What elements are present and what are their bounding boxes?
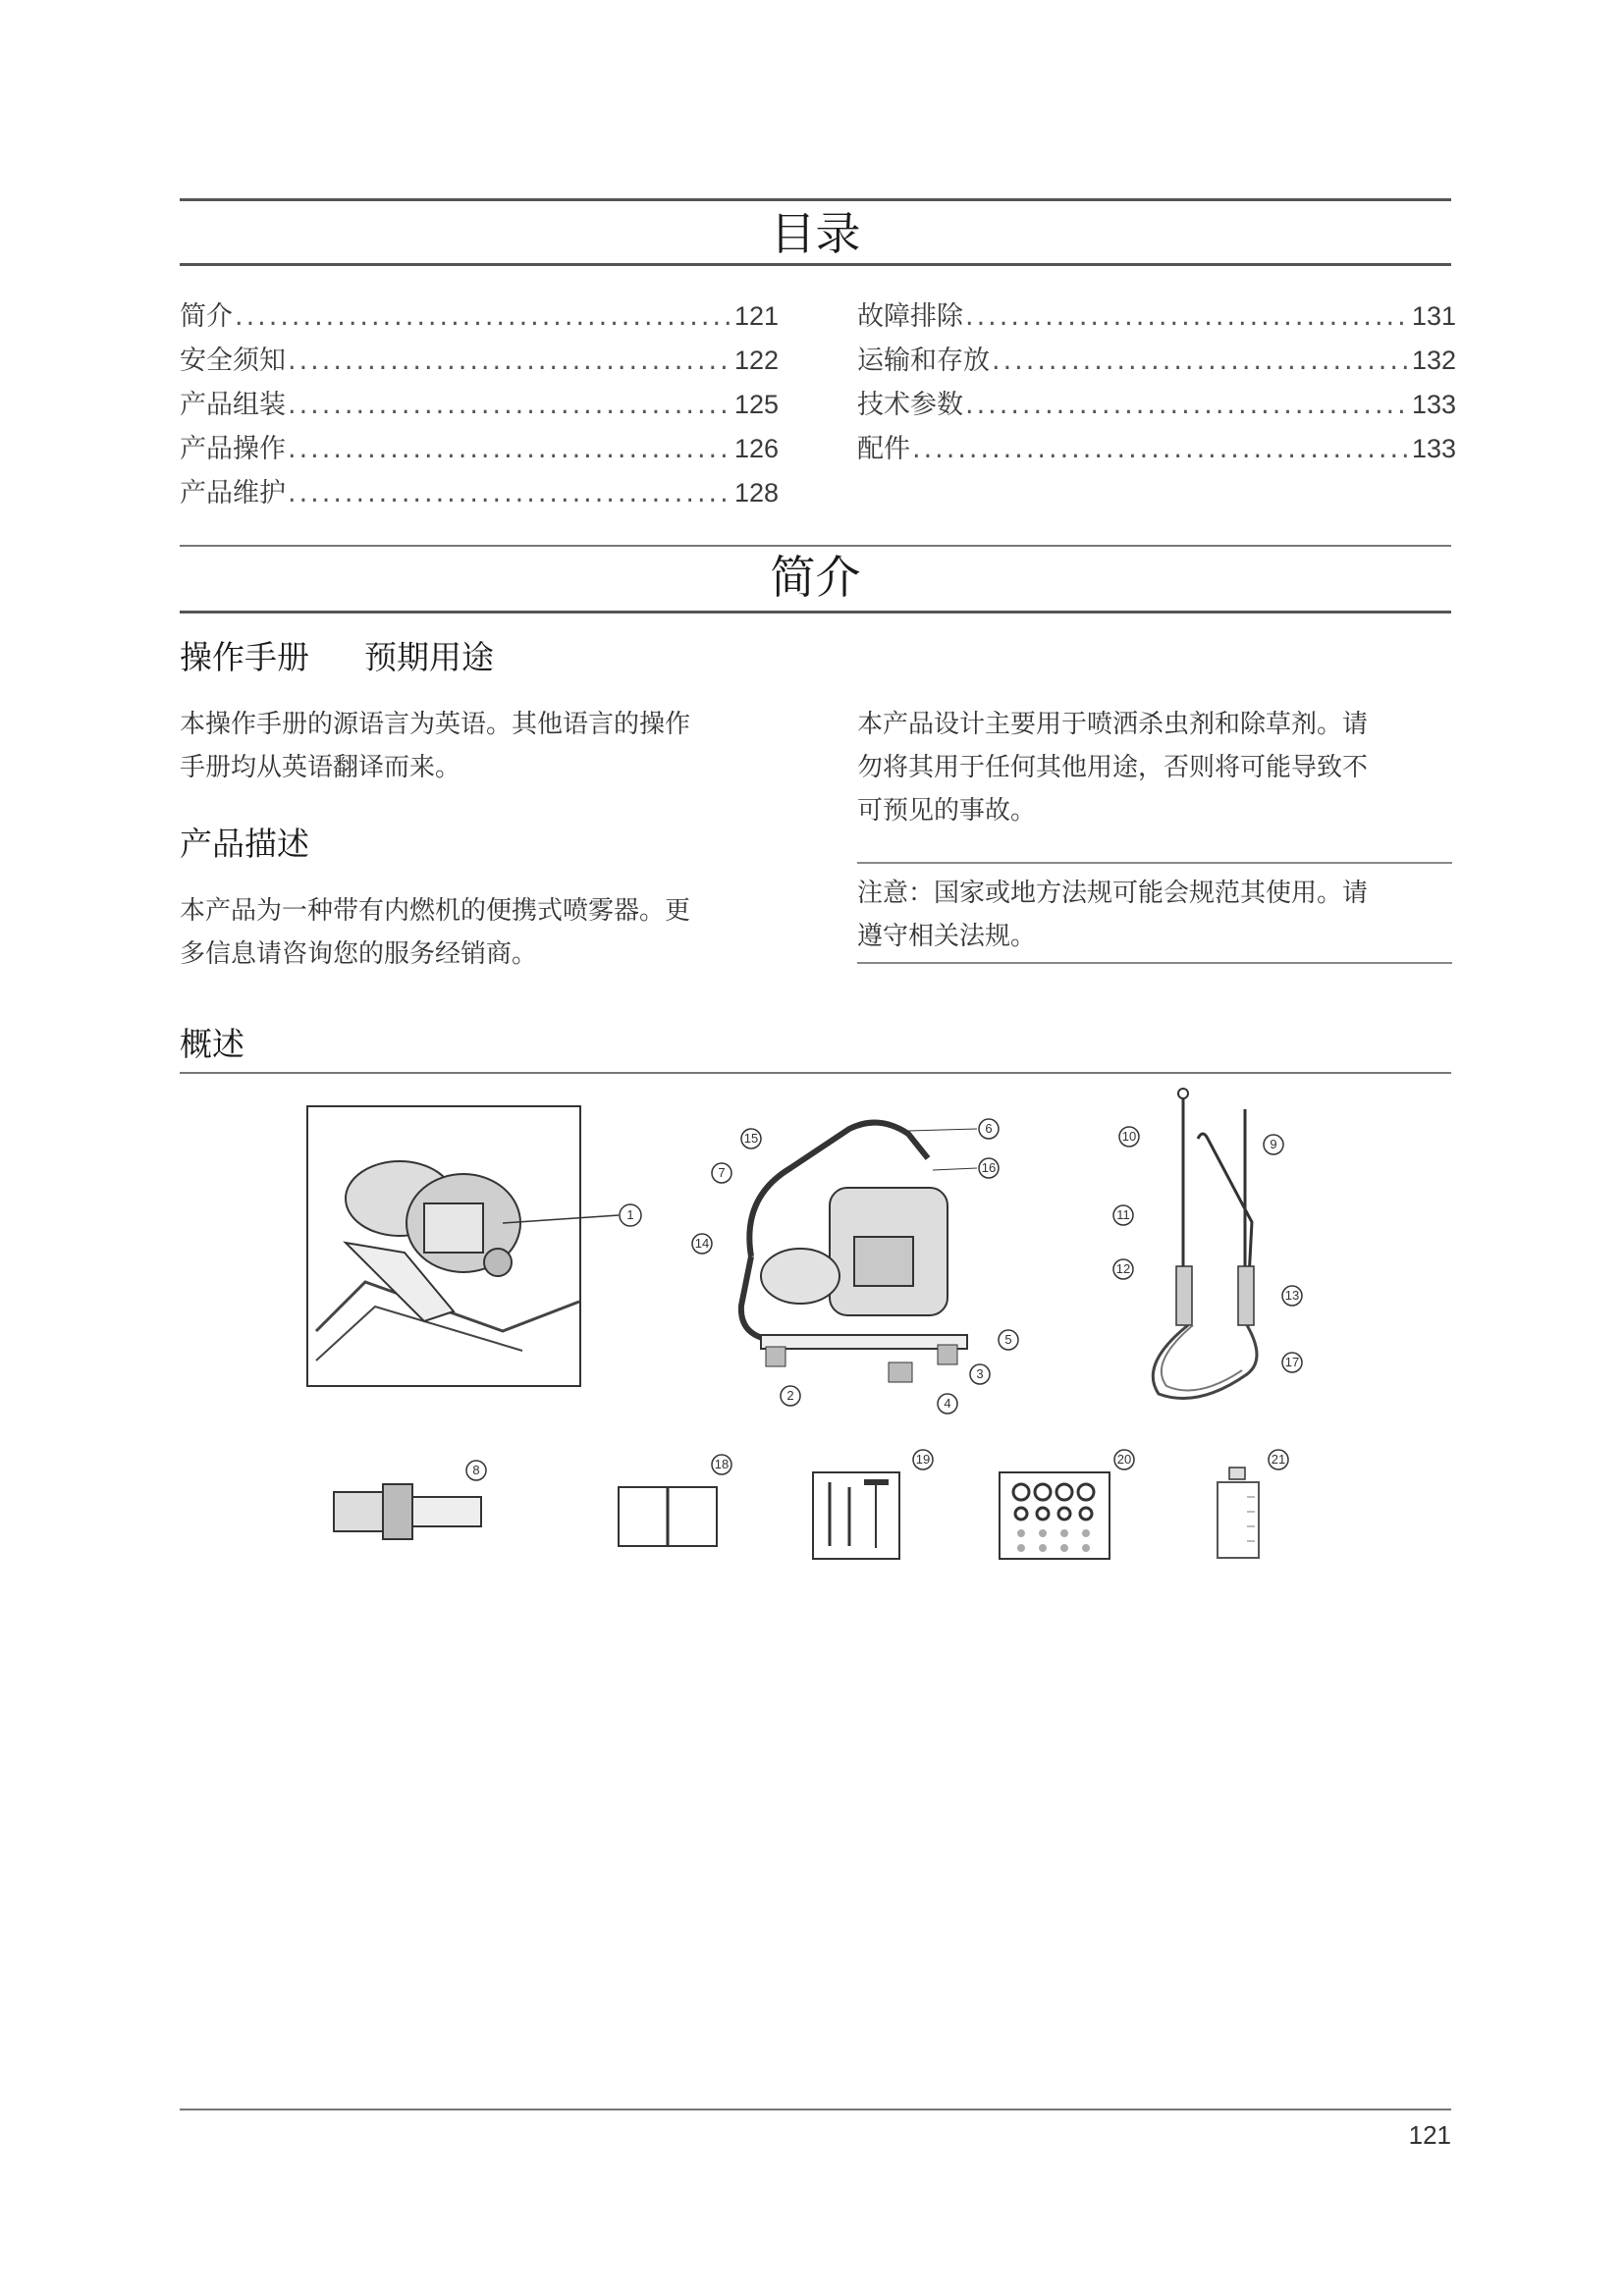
product-description-heading: 产品描述 (180, 825, 309, 863)
callout-7 (712, 1163, 731, 1183)
callout-label: 1 (626, 1207, 634, 1222)
toc-entry[interactable]: 产品操作 ..... 126 (180, 427, 779, 471)
callout-12 (1113, 1259, 1133, 1279)
svg-text:9: 9 (1270, 1137, 1277, 1151)
intro-bottom-rule (180, 611, 1451, 614)
manual-text: 本操作手册的源语言为英语。其他语言的操作 手册均从英语翻译而来。 (180, 710, 691, 782)
sprayer-unit-illustration (682, 1099, 1036, 1423)
callout-20 (1114, 1450, 1134, 1469)
intended-use-text: 本产品设计主要用于喷洒杀虫剂和除草剂。请 勿将其用于任何其他用途，否则将可能导致不 可预见的事故。 (857, 710, 1369, 826)
intro-top-rule (180, 545, 1451, 547)
toc-entry[interactable]: 配件 ..... 133 (857, 427, 1456, 471)
svg-text:18: 18 (714, 1457, 730, 1471)
manual-heading: 操作手册 (180, 638, 309, 676)
svg-text:6: 6 (985, 1121, 993, 1136)
toc-entry[interactable]: 安全须知 ..... 122 (180, 339, 779, 383)
callout-11 (1113, 1205, 1133, 1225)
spray-lance-illustration (1100, 1080, 1335, 1414)
product-description-text: 本产品为一种带有内燃机的便携式喷雾器。更 多信息请咨询您的服务经销商。 (180, 896, 691, 969)
seal-ring-set-illustration (992, 1438, 1159, 1566)
callout-14 (692, 1234, 712, 1254)
callout-21 (1269, 1450, 1288, 1469)
svg-text:8: 8 (472, 1463, 480, 1477)
svg-text:2: 2 (786, 1388, 794, 1403)
note-box (857, 862, 1452, 964)
svg-text:15: 15 (743, 1131, 759, 1146)
svg-text:10: 10 (1121, 1129, 1137, 1144)
footer-rule (180, 2109, 1451, 2110)
callout-17 (1282, 1353, 1302, 1372)
callout-6 (908, 1119, 999, 1139)
svg-text:4: 4 (944, 1396, 951, 1411)
toc-entry[interactable]: 产品组装 ..... 125 (180, 383, 779, 427)
svg-text:20: 20 (1116, 1452, 1132, 1467)
callout-10 (1119, 1127, 1139, 1147)
toc-entry[interactable]: 运输和存放 ..... 132 (857, 339, 1456, 383)
overview-heading: 概述 (180, 1025, 244, 1063)
svg-text:19: 19 (915, 1452, 931, 1467)
svg-text:7: 7 (718, 1165, 726, 1180)
toc-entry[interactable]: 技术参数 ..... 133 (857, 383, 1456, 427)
callout-8 (466, 1461, 486, 1480)
callout-3 (970, 1364, 990, 1384)
callout-5 (999, 1330, 1018, 1350)
callout-18 (712, 1455, 731, 1474)
svg-text:11: 11 (1116, 1207, 1130, 1222)
toc-bottom-rule (180, 263, 1451, 266)
mixing-bottle-illustration (1198, 1438, 1316, 1566)
svg-text:12: 12 (1115, 1261, 1131, 1276)
manual-book-illustration (609, 1443, 746, 1561)
callout-13 (1282, 1286, 1302, 1306)
note-text: 注意：国家或地方法规可能会规范其使用。请 遵守相关法规。 (857, 879, 1369, 951)
svg-text:17: 17 (1284, 1355, 1300, 1369)
toc-entry[interactable]: 产品维护 ..... 128 (180, 471, 779, 515)
svg-text:5: 5 (1004, 1332, 1012, 1347)
callout-19 (913, 1450, 933, 1469)
svg-text:3: 3 (976, 1366, 984, 1381)
toc-right-column (857, 294, 1456, 471)
svg-text:14: 14 (694, 1236, 710, 1251)
toc-title: 目录 (770, 207, 861, 260)
spark-plug-illustration (314, 1443, 491, 1561)
callout-4 (938, 1394, 957, 1414)
callout-2 (781, 1386, 800, 1406)
intro-title: 简介 (770, 551, 861, 604)
intended-use-heading: 预期用途 (364, 638, 494, 676)
svg-text:21: 21 (1271, 1452, 1286, 1467)
tool-kit-illustration (805, 1438, 943, 1566)
toc-left-column (180, 294, 779, 515)
callout-9 (1264, 1135, 1283, 1154)
toc-top-rule (180, 198, 1451, 201)
svg-text:16: 16 (981, 1160, 997, 1175)
callout-15 (741, 1129, 761, 1148)
toc-entry[interactable]: 故障排除 ..... 131 (857, 294, 1456, 339)
overview-rule (180, 1072, 1451, 1074)
page-number: 121 (1408, 2120, 1451, 2150)
engine-closeup-illustration (306, 1105, 679, 1392)
callout-16 (933, 1158, 999, 1178)
svg-text:13: 13 (1284, 1288, 1300, 1303)
toc-entry[interactable]: 简介 ..... 121 (180, 294, 779, 339)
